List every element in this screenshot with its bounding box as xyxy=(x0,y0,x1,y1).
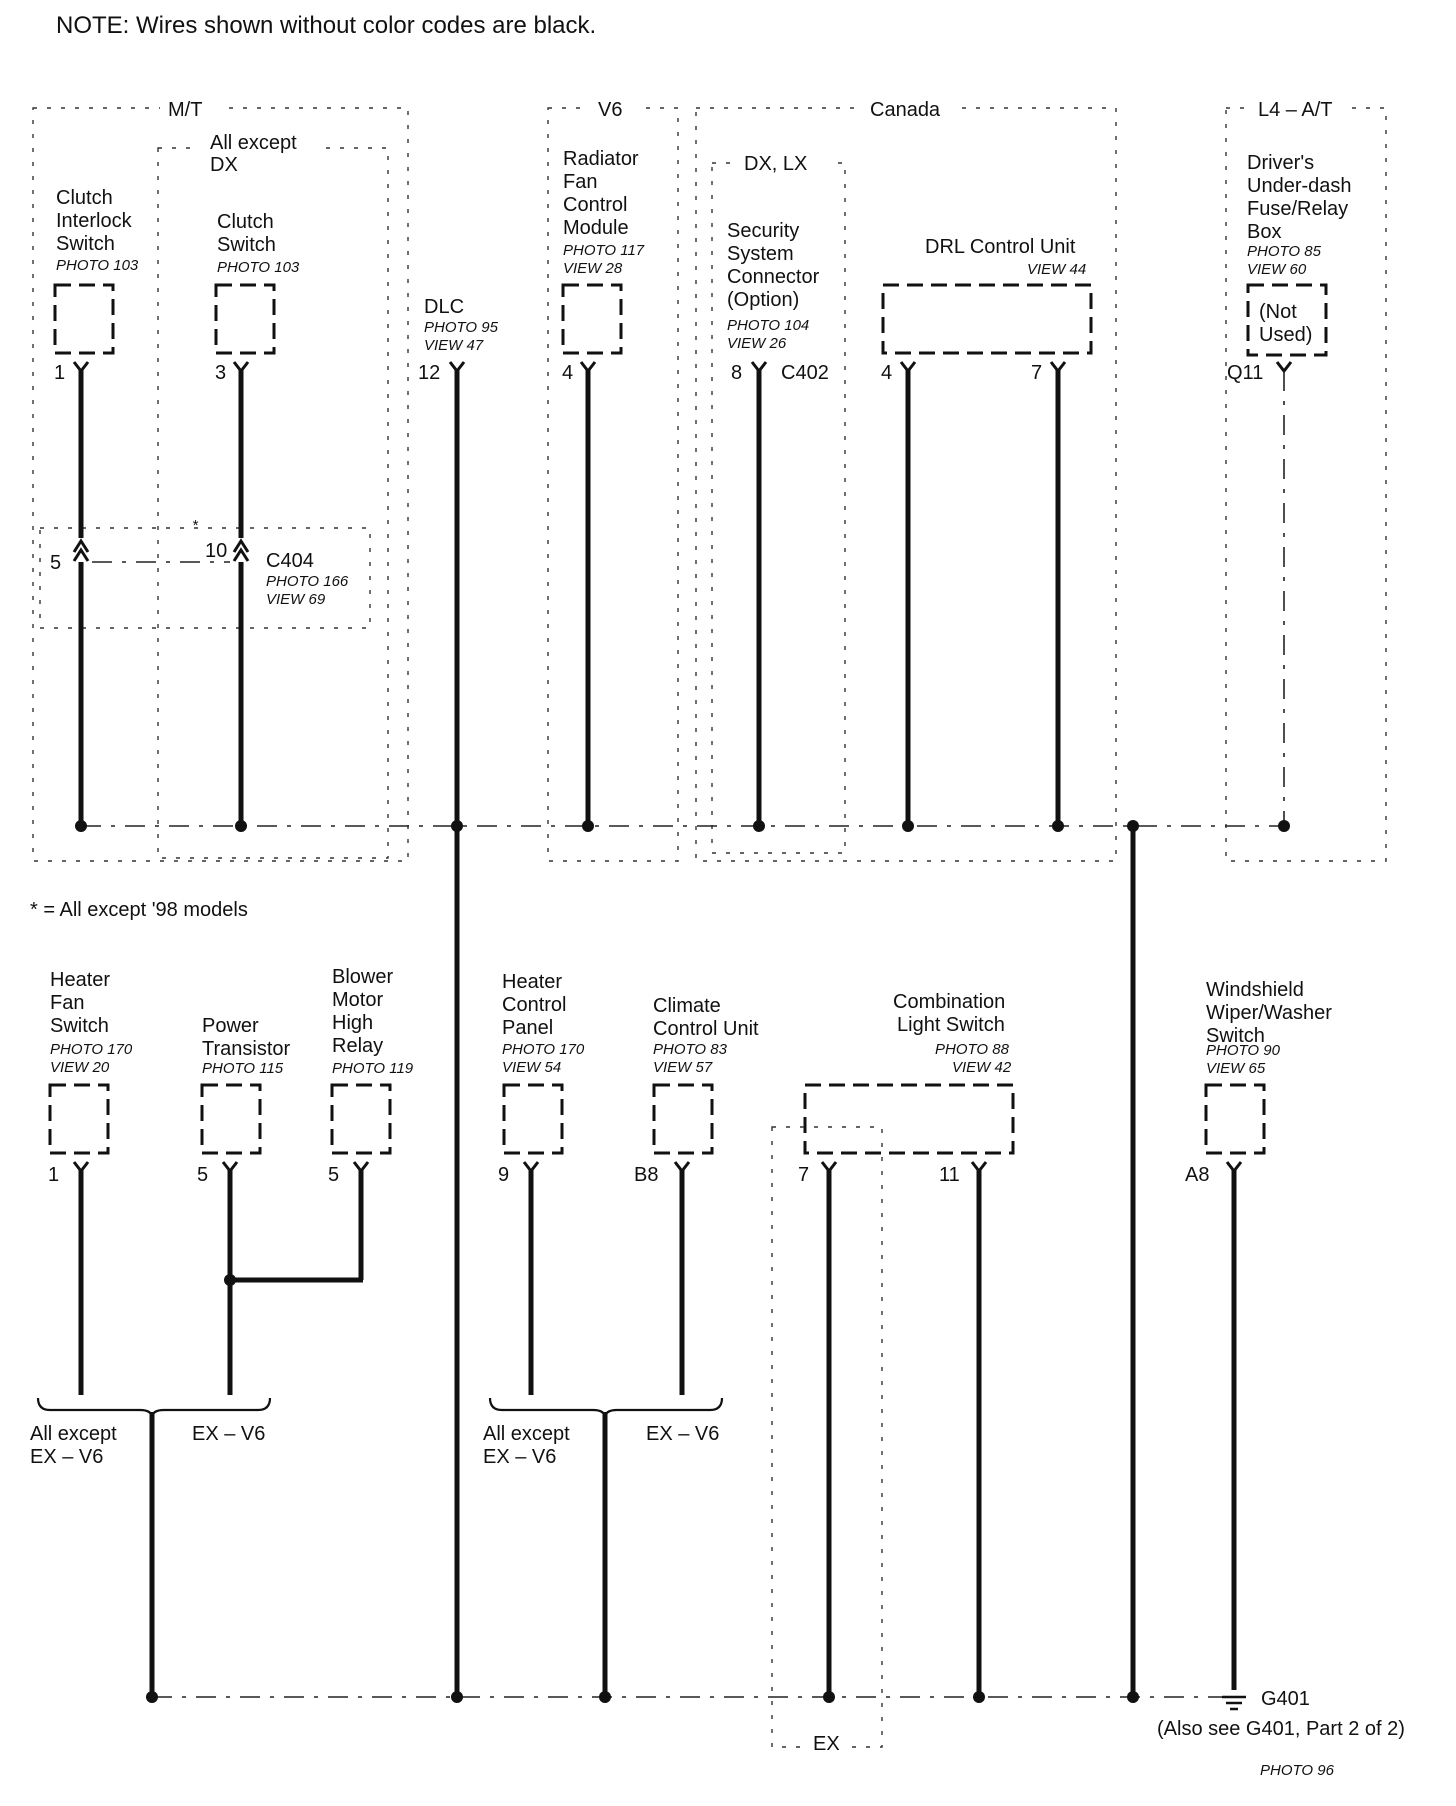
security-photo: PHOTO 104 xyxy=(727,317,810,334)
blower-relay-name-4: Relay xyxy=(332,1035,384,1057)
note-text: NOTE: Wires shown without color codes are black. xyxy=(56,12,597,39)
heater-panel-name-2: Control xyxy=(502,994,567,1016)
power-transistor-pin: 5 xyxy=(197,1164,209,1186)
drl-pin-7: 7 xyxy=(1031,362,1043,384)
wiper-name-3: Switch xyxy=(1206,1025,1265,1047)
heater-panel-box xyxy=(504,1085,562,1153)
drl-pin-4: 4 xyxy=(881,362,893,384)
climate-box xyxy=(654,1085,712,1153)
climate-name-2: Control Unit xyxy=(653,1018,759,1040)
wiper-box xyxy=(1206,1085,1264,1153)
power-transistor-name: Power xyxy=(202,1015,259,1037)
climate-view: VIEW 57 xyxy=(653,1059,713,1076)
group-all-except-dx-label-2: DX xyxy=(210,154,238,176)
heater-fan-name-2: Fan xyxy=(50,992,85,1014)
security-connector-c402: C402 xyxy=(781,362,829,384)
radiator-fan-name-2: Fan xyxy=(563,171,598,193)
clutch-switch-photo: PHOTO 103 xyxy=(217,259,300,276)
group-ex-label: EX xyxy=(813,1733,840,1755)
radiator-fan-view: VIEW 28 xyxy=(563,260,623,277)
radiator-fan-pin: 4 xyxy=(562,362,574,384)
heater-panel-view: VIEW 54 xyxy=(502,1059,562,1076)
blower-relay-photo: PHOTO 119 xyxy=(332,1060,414,1077)
clutch-interlock-name-2: Interlock xyxy=(56,210,132,232)
blower-relay-box xyxy=(332,1085,390,1153)
footnote-text: * = All except '98 models xyxy=(30,899,248,921)
power-transistor-box xyxy=(202,1085,260,1153)
combination-pin-7: 7 xyxy=(798,1164,810,1186)
variant-mid-a-2: EX – V6 xyxy=(483,1446,557,1468)
ground-photo: PHOTO 96 xyxy=(1260,1762,1334,1779)
group-dx-lx-label: DX, LX xyxy=(744,153,808,175)
heater-fan-name-3: Switch xyxy=(50,1015,109,1037)
clutch-interlock-name: Clutch xyxy=(56,187,113,209)
wiper-photo: PHOTO 90 xyxy=(1206,1042,1280,1059)
power-transistor-name-2: Transistor xyxy=(202,1038,291,1060)
climate-pin: B8 xyxy=(634,1164,659,1186)
wiper-name: Windshield xyxy=(1206,979,1304,1001)
blower-relay-name-3: High xyxy=(332,1012,374,1034)
climate-photo: PHOTO 83 xyxy=(653,1041,727,1058)
variant-left-a-2: EX – V6 xyxy=(30,1446,104,1468)
combination-box xyxy=(805,1085,1013,1153)
combination-name: Combination xyxy=(893,991,1006,1013)
clutch-switch-name: Clutch xyxy=(217,211,274,233)
power-transistor-photo: PHOTO 115 xyxy=(202,1060,284,1077)
heater-fan-photo: PHOTO 170 xyxy=(50,1041,133,1058)
dlc-photo: PHOTO 95 xyxy=(424,319,498,336)
variant-left-b: EX – V6 xyxy=(192,1423,266,1445)
blower-relay-name: Blower xyxy=(332,966,394,988)
variant-mid-b: EX – V6 xyxy=(646,1423,720,1445)
heater-panel-name-3: Panel xyxy=(502,1017,554,1039)
group-mt-label: M/T xyxy=(168,99,203,121)
clutch-switch-pin: 3 xyxy=(215,362,227,384)
c404-pin-10: 10 xyxy=(205,540,228,562)
clutch-interlock-name-3: Switch xyxy=(56,233,115,255)
security-name-2: System xyxy=(727,243,794,265)
blower-splice xyxy=(224,1274,236,1286)
drl-box xyxy=(883,285,1091,353)
drl-name: DRL Control Unit xyxy=(925,236,1076,258)
clutch-switch-name-2: Switch xyxy=(217,234,276,256)
group-canada-label: Canada xyxy=(870,99,941,121)
c404-name: C404 xyxy=(266,550,314,572)
c404-view: VIEW 69 xyxy=(266,591,326,608)
clutch-interlock-pin: 1 xyxy=(54,362,66,384)
c404-pin-5: 5 xyxy=(50,552,62,574)
clutch-interlock-box xyxy=(55,285,113,353)
clutch-interlock-photo: PHOTO 103 xyxy=(56,257,139,274)
radiator-fan-name-4: Module xyxy=(563,217,629,239)
blower-relay-pin: 5 xyxy=(328,1164,340,1186)
security-pin: 8 xyxy=(731,362,743,384)
group-l4-at-label: L4 – A/T xyxy=(1258,99,1333,121)
heater-panel-photo: PHOTO 170 xyxy=(502,1041,585,1058)
security-name-4: (Option) xyxy=(727,289,800,311)
dlc-name: DLC xyxy=(424,296,465,318)
clutch-switch-box xyxy=(216,285,274,353)
heater-panel-pin: 9 xyxy=(498,1164,510,1186)
blower-relay-name-2: Motor xyxy=(332,989,384,1011)
radiator-fan-photo: PHOTO 117 xyxy=(563,242,645,259)
c404-photo: PHOTO 166 xyxy=(266,573,349,590)
security-name-3: Connector xyxy=(727,266,820,288)
fuse-box-photo: PHOTO 85 xyxy=(1247,243,1321,260)
heater-fan-view: VIEW 20 xyxy=(50,1059,110,1076)
brace-middle xyxy=(490,1398,722,1418)
fuse-box-name-2: Under-dash xyxy=(1247,175,1352,197)
dlc-pin: 12 xyxy=(418,362,441,384)
dlc-view: VIEW 47 xyxy=(424,337,484,354)
fuse-box-name-3: Fuse/Relay xyxy=(1247,198,1349,220)
heater-fan-name: Heater xyxy=(50,969,111,991)
security-name: Security xyxy=(727,220,800,242)
ground-name: G401 xyxy=(1261,1688,1310,1710)
wiper-view: VIEW 65 xyxy=(1206,1060,1266,1077)
top-terminals xyxy=(74,362,1291,371)
wiper-name-2: Wiper/Washer xyxy=(1206,1002,1332,1024)
group-v6-label: V6 xyxy=(598,99,623,121)
combination-view: VIEW 42 xyxy=(952,1059,1012,1076)
fuse-box-name-4: Box xyxy=(1247,221,1282,243)
combination-photo: PHOTO 88 xyxy=(935,1041,1009,1058)
heater-panel-name: Heater xyxy=(502,971,563,993)
footnote-mark: * xyxy=(192,517,198,534)
radiator-fan-box xyxy=(563,285,621,353)
fuse-box-view: VIEW 60 xyxy=(1247,261,1307,278)
fuse-box-not-used-2: Used) xyxy=(1259,324,1313,346)
wiper-pin: A8 xyxy=(1185,1164,1210,1186)
ground-icon xyxy=(1222,1697,1246,1709)
climate-name: Climate xyxy=(653,995,721,1017)
combination-name-2: Light Switch xyxy=(897,1014,1005,1036)
drl-view: VIEW 44 xyxy=(1027,261,1087,278)
group-all-except-dx-label: All except xyxy=(210,132,297,154)
fuse-box-pin: Q11 xyxy=(1227,362,1264,384)
variant-left-a: All except xyxy=(30,1423,117,1445)
ground-also-see: (Also see G401, Part 2 of 2) xyxy=(1157,1718,1405,1740)
variant-mid-a: All except xyxy=(483,1423,570,1445)
radiator-fan-name-3: Control xyxy=(563,194,628,216)
fuse-box-not-used: (Not xyxy=(1259,301,1297,323)
security-view: VIEW 26 xyxy=(727,335,787,352)
heater-fan-box xyxy=(50,1085,108,1153)
heater-fan-pin: 1 xyxy=(48,1164,60,1186)
fuse-box-name: Driver's xyxy=(1247,152,1315,174)
combination-pin-11: 11 xyxy=(939,1164,960,1186)
radiator-fan-name: Radiator xyxy=(563,148,639,170)
